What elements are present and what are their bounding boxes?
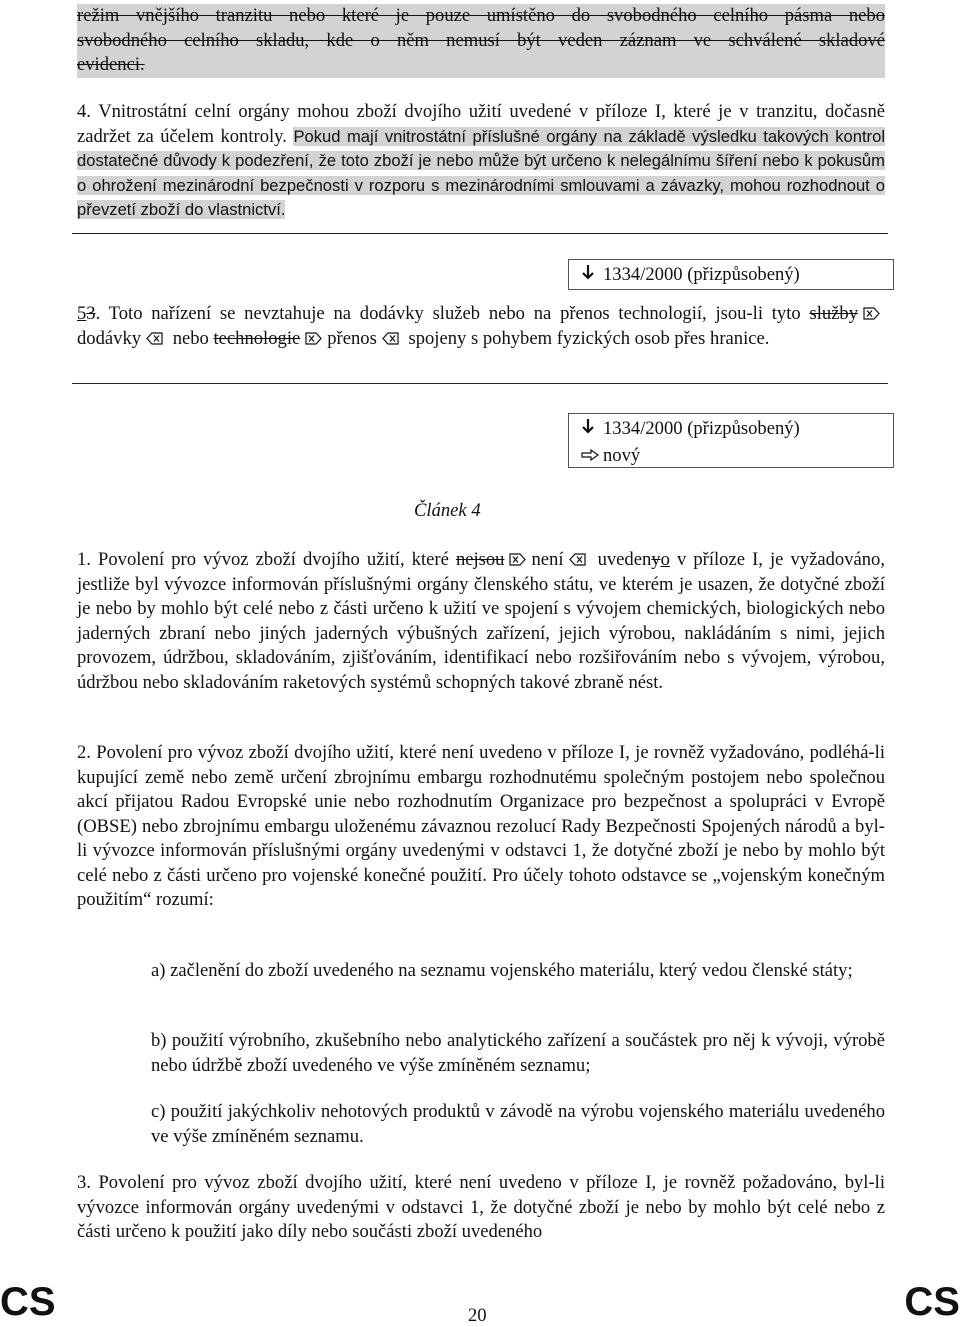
number-old: 3 <box>86 303 96 324</box>
divider-2 <box>72 383 888 384</box>
reference-box-2 <box>568 413 894 468</box>
right-arrow-icon <box>581 444 603 470</box>
inserted-word-1: dodávky <box>77 327 142 349</box>
divider-1 <box>72 233 888 234</box>
article-4-paragraph-1 <box>77 548 885 695</box>
new-label: nový <box>603 445 641 466</box>
paragraph-5-p1: . Toto nařízení se nevztahuje na dodávky služeb nebo na přenos technologií, jsou-li tyto <box>95 303 810 324</box>
paragraph-4-part1: 4. Vnitrostátní celní orgány mohou zboží dvojího užití uvedené v příloze I, které je v tranzitu, dočasně zadržet za účelem kontroly. <box>77 101 885 147</box>
paragraph-5-p2: nebo <box>168 327 214 349</box>
deleted-word-nejsou: nejsou <box>455 549 505 570</box>
reference-text-1: 1334/2000 (přizpůsobený) <box>603 264 800 285</box>
insert-start-icon <box>509 549 526 562</box>
down-arrow-icon <box>581 263 603 289</box>
deleted-line-3: evidenci. <box>77 54 145 75</box>
deleted-word-1: služby <box>809 303 858 324</box>
article-title: Článek 4 <box>414 500 481 521</box>
insert-end-icon <box>382 328 399 341</box>
language-code-right: CS <box>904 1280 960 1324</box>
inserted-letter: o <box>660 549 670 570</box>
inserted-word-neni: není <box>531 549 564 570</box>
paragraph-4-part2: Pokud mají vnitrostátní příslušné orgány na základě výsledku takových kontrol dostatečné důvody k podezření, že toto zboží je nebo může být určeno k nelegálnímu šíření nebo k pokusům o ohrožení mezinárodní bezpečnosti v rozporu s mezinárodními smlouvami a závazky, mohou rozhodnout o převzetí zboží do vlastnictví. <box>77 126 886 219</box>
art4-p1-b: uveden <box>590 549 652 570</box>
number-new: 5 <box>77 303 87 324</box>
paragraph-4 <box>77 100 885 223</box>
deleted-line-1: režim vnějšího tranzitu nebo které je pouze umístěno do svobodného celního pásma nebo <box>77 5 885 26</box>
art4-p1-c: v příloze I, je vyžadováno, jestliže byl vývozce informován příslušnými orgány členského státu, ve kterém je usazen, že dotyčné zboží je nebo by mohlo být celé nebo z části určeno k užití ve spojení s vývojem chemických, biologických nebo jaderných zbraní nebo jiných jaderných výbušných zařízení, jejich výrobou, nakládáním s nimi, jejich provozem, údržbou, skladováním, zjišťováním, identifikací nebo rozšiřováním nebo s vývojem, výrobou, údržbou nebo skladováním raketových systémů schopných takové zbraně nést. <box>77 549 886 693</box>
inserted-word-2: přenos <box>327 327 377 349</box>
list-item-a: a) začlenění do zboží uvedeného na seznamu vojenského materiálu, který vedou členské státy; <box>151 960 853 981</box>
deleted-word-2: technologie <box>213 327 301 349</box>
insert-start-icon <box>863 303 880 316</box>
list-item-b: b) použití výrobního, zkušebního nebo analytického zařízení a součástek pro něj k vývoji, výrobě nebo údržbě zboží uvedeného ve výše zmíněném seznamu; <box>151 1030 885 1076</box>
insert-end-icon <box>146 328 163 341</box>
reference-text-2: 1334/2000 (přizpůsobený) <box>603 418 800 439</box>
deleted-line-2: svobodného celního skladu, kde o něm nemusí být veden záznam ve schválené skladové <box>77 29 885 51</box>
paragraph-5 <box>77 302 885 351</box>
insert-start-icon <box>305 328 322 341</box>
article-4-paragraph-3: 3. Povolení pro vývoz zboží dvojího užití, které není uvedeno v příloze I, je rovněž požadováno, byl-li vývozce informován orgány uvedenými v odstavci 1, že dotyčné zboží je nebo by mohlo být celé nebo z části určeno k použití jako díly nebo součásti zboží uvedeného <box>77 1172 885 1242</box>
deleted-text-block <box>77 4 885 78</box>
deleted-letter: y <box>651 549 661 570</box>
language-code-left: CS <box>0 1280 56 1324</box>
list-item-c: c) použití jakýchkoliv nehotových produktů v závodě na výrobu vojenského materiálu uvedeného ve výše zmíněném seznamu. <box>151 1101 885 1147</box>
down-arrow-icon <box>581 417 603 443</box>
art4-p1-a: 1. Povolení pro vývoz zboží dvojího užití, které <box>77 549 456 570</box>
insert-end-icon <box>569 549 586 562</box>
article-4-paragraph-2: 2. Povolení pro vývoz zboží dvojího užití, které není uvedeno v příloze I, je rovněž vyžadováno, podléhá-li kupující země nebo země určení zbrojnímu embargu rozhodnutému společným postojem nebo společnou akcí přijatou Radou Evropské unie nebo rozhodnutím Organizace pro bezpečnost a spolupráci v Evropě (OBSE) nebo zbrojnímu embargu uloženému závaznou rezolucí Rady Bezpečnosti Spojených národů a byl-li vývozce informován příslušnými orgány uvedenými v odstavci 1, že dotyčné zboží je nebo by mohlo být celé nebo z části určeno pro vojenské konečné použití. Pro účely tohoto odstavce se „vojenským konečným použitím“ rozumí: <box>77 742 885 910</box>
page-number: 20 <box>468 1305 487 1326</box>
reference-box-1 <box>568 259 894 290</box>
paragraph-5-p3: spojeny s pohybem fyzických osob přes hranice. <box>403 327 770 349</box>
